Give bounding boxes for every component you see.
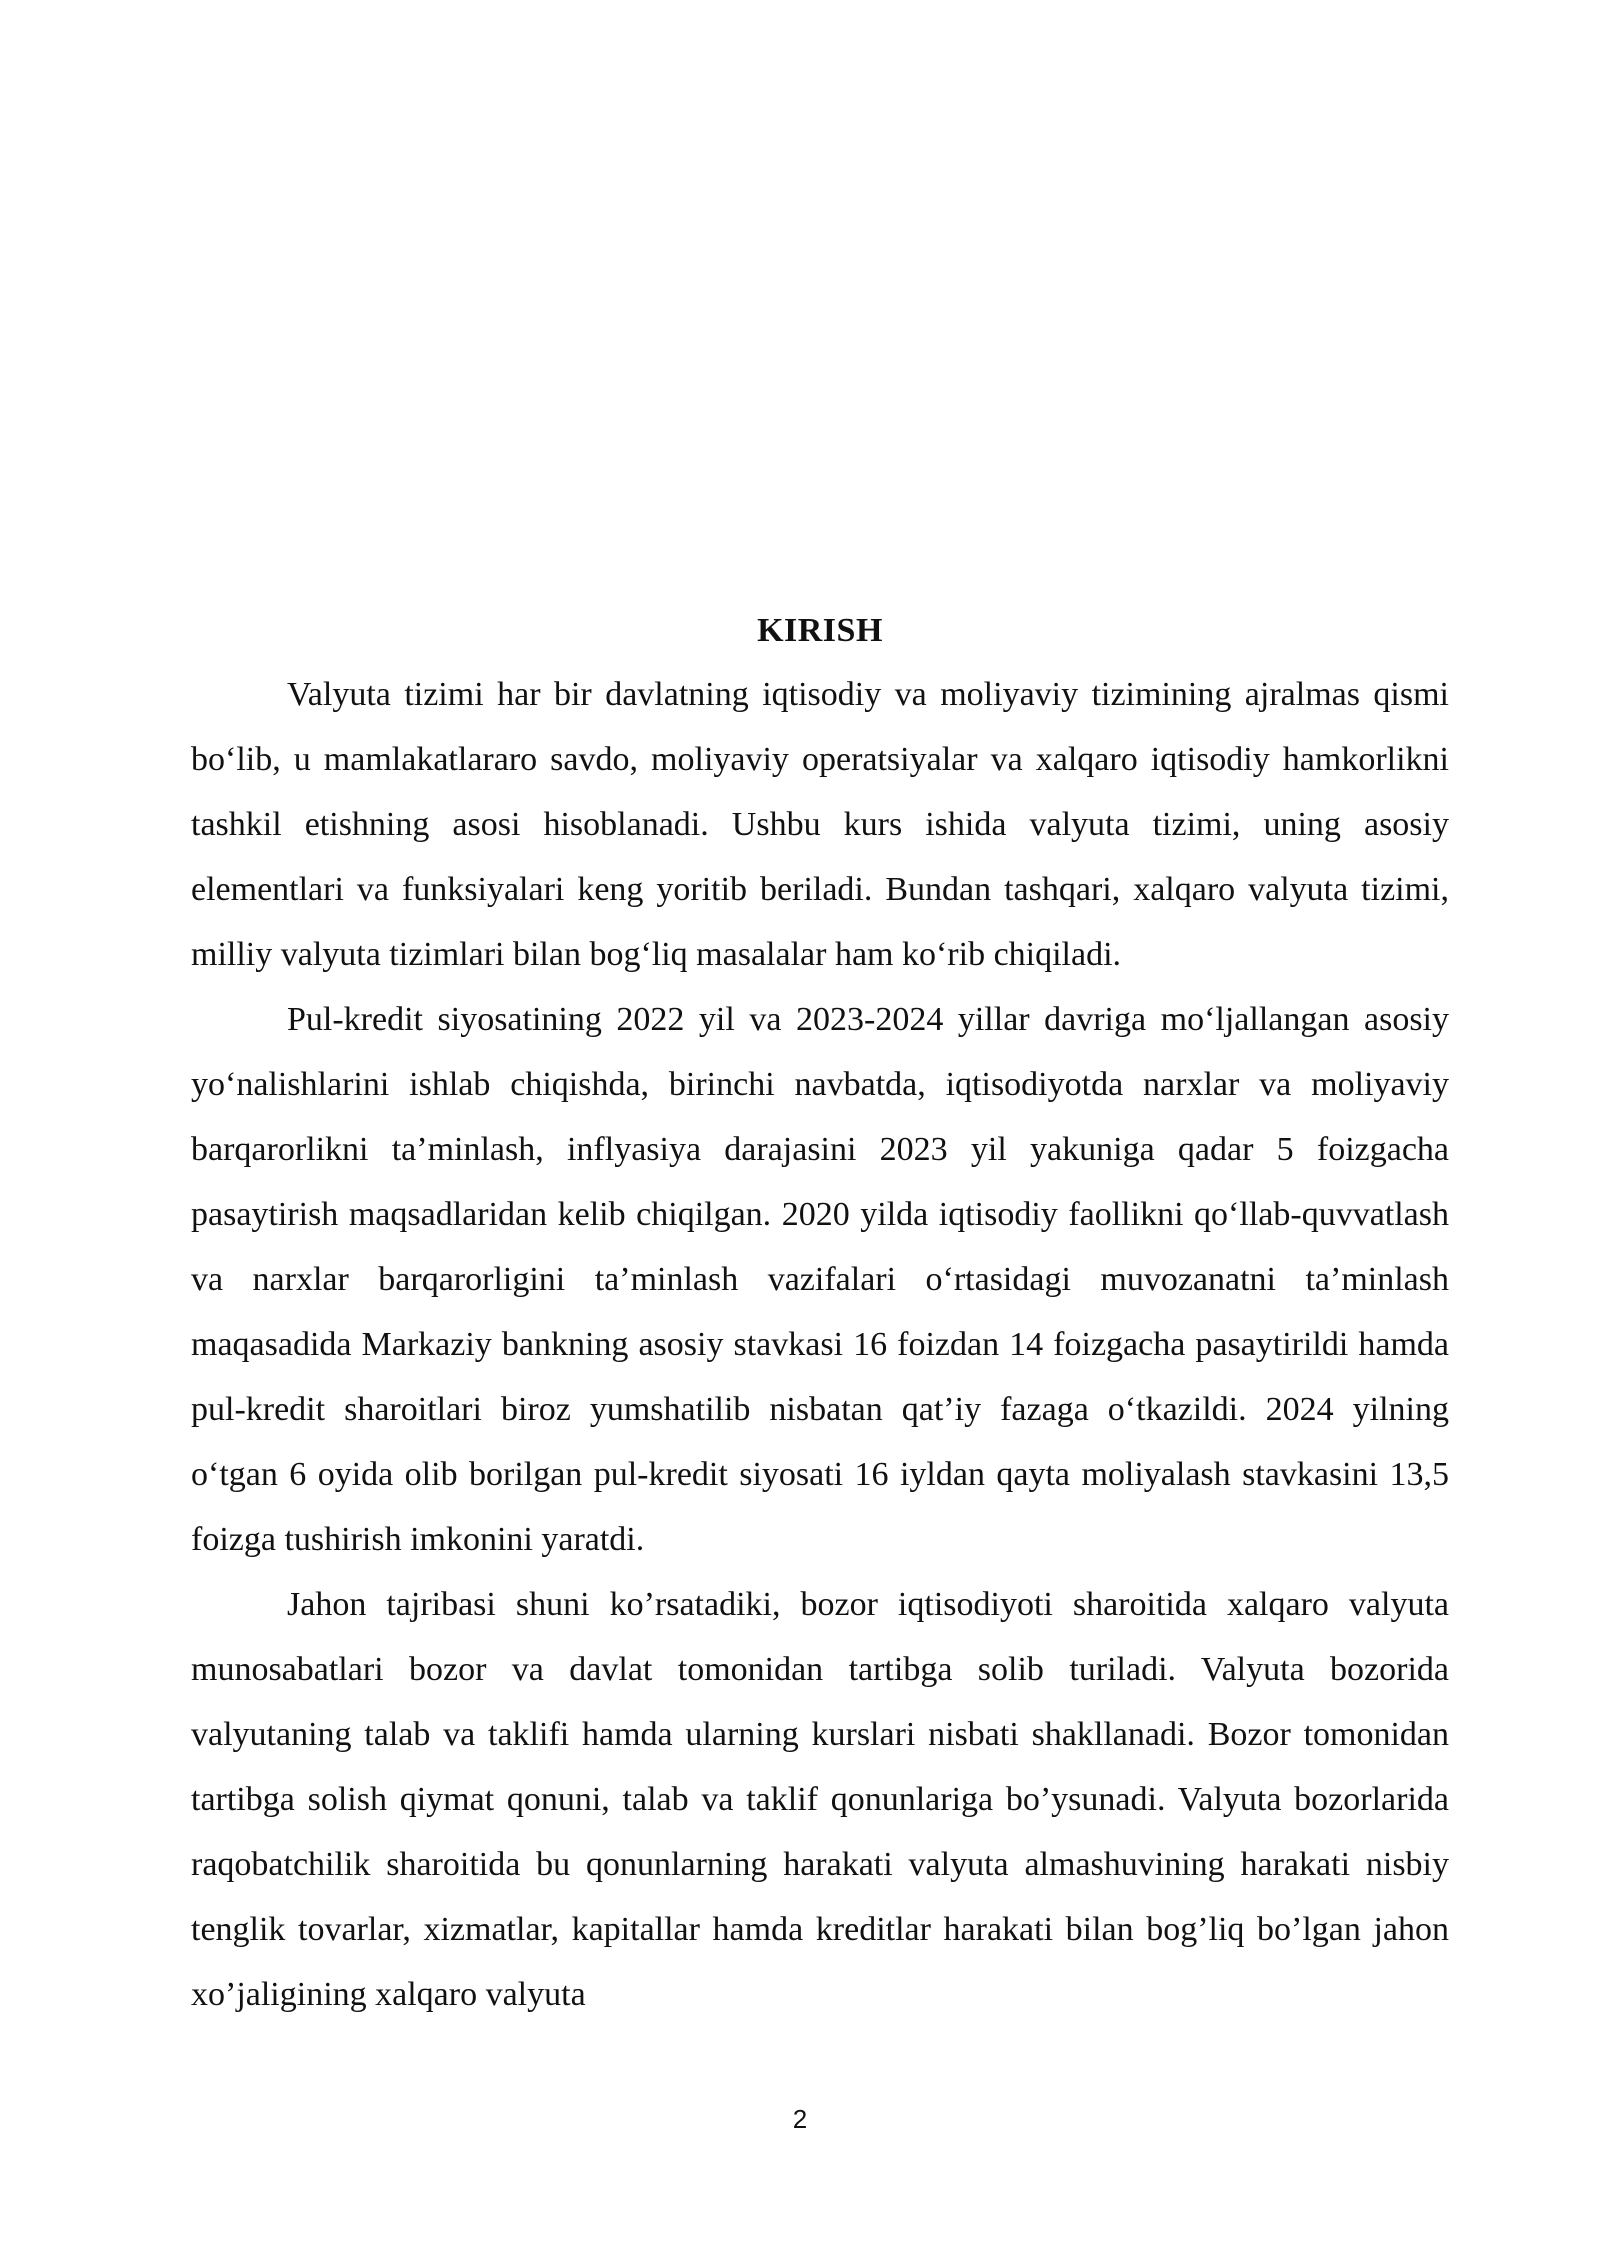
- page-number: 2: [792, 2104, 808, 2134]
- section-heading: KIRISH: [757, 612, 883, 649]
- paragraph-3: Jahon tajribasi shuni ko’rsatadiki, bozor iqtisodiyoti sharoitida xalqaro valyuta munosabatlari bozor va davlat tomonidan tartibga solib turiladi. Valyuta bozorida valyutaning talab va taklifi hamda ularning kurslari nisbati shakllanadi. Bozor tomonidan tartibga solish qiymat qonuni, talab va taklif qonunlariga bo’ysunadi. Valyuta bozorlarida raqobatchilik sharoitida bu qonunlarning harakati valyuta almashuvining harakati nisbiy tenglik tovarlar, xizmatlar, kapitallar hamda kreditlar harakati bilan bog’liq bo’lgan jahon xo’jaligining xalqaro valyuta: [191, 1586, 1449, 2013]
- page-content: [191, 604, 1449, 2027]
- paragraph-2: Pul-kredit siyosatining 2022 yil va 2023-2024 yillar davriga mo‘ljallangan asosiy yo‘nalishlarini ishlab chiqishda, birinchi navbatda, iqtisodiyotda narxlar va moliyaviy barqarorlikni ta’minlash, inflyasiya darajasini 2023 yil yakuniga qadar 5 foizgacha pasaytirish maqsadlaridan kelib chiqilgan. 2020 yilda iqtisodiy faollikni qo‘llab-quvvatlash va narxlar barqarorligini ta’minlash vazifalari o‘rtasidagi muvozanatni ta’minlash maqasadida Markaziy bankning asosiy stavkasi 16 foizdan 14 foizgacha pasaytirildi hamda pul-kredit sharoitlari biroz yumshatilib nisbatan qat’iy fazaga o‘tkazildi. 2024 yilning o‘tgan 6 oyida olib borilgan pul-kredit siyosati 16 iyldan qayta moliyalash stavkasini 13,5 foizga tushirish imkonini yaratdi.: [191, 1001, 1449, 1558]
- paragraph-1: Valyuta tizimi har bir davlatning iqtisodiy va moliyaviy tizimining ajralmas qismi bo‘lib, u mamlakatlararo savdo, moliyaviy operatsiyalar va xalqaro iqtisodiy hamkorlikni tashkil etishning asosi hisoblanadi. Ushbu kurs ishida valyuta tizimi, uning asosiy elementlari va funksiyalari keng yoritib beriladi. Bundan tashqari, xalqaro valyuta tizimi, milliy valyuta tizimlari bilan bog‘liq masalalar ham ko‘rib chiqiladi.: [191, 676, 1449, 973]
